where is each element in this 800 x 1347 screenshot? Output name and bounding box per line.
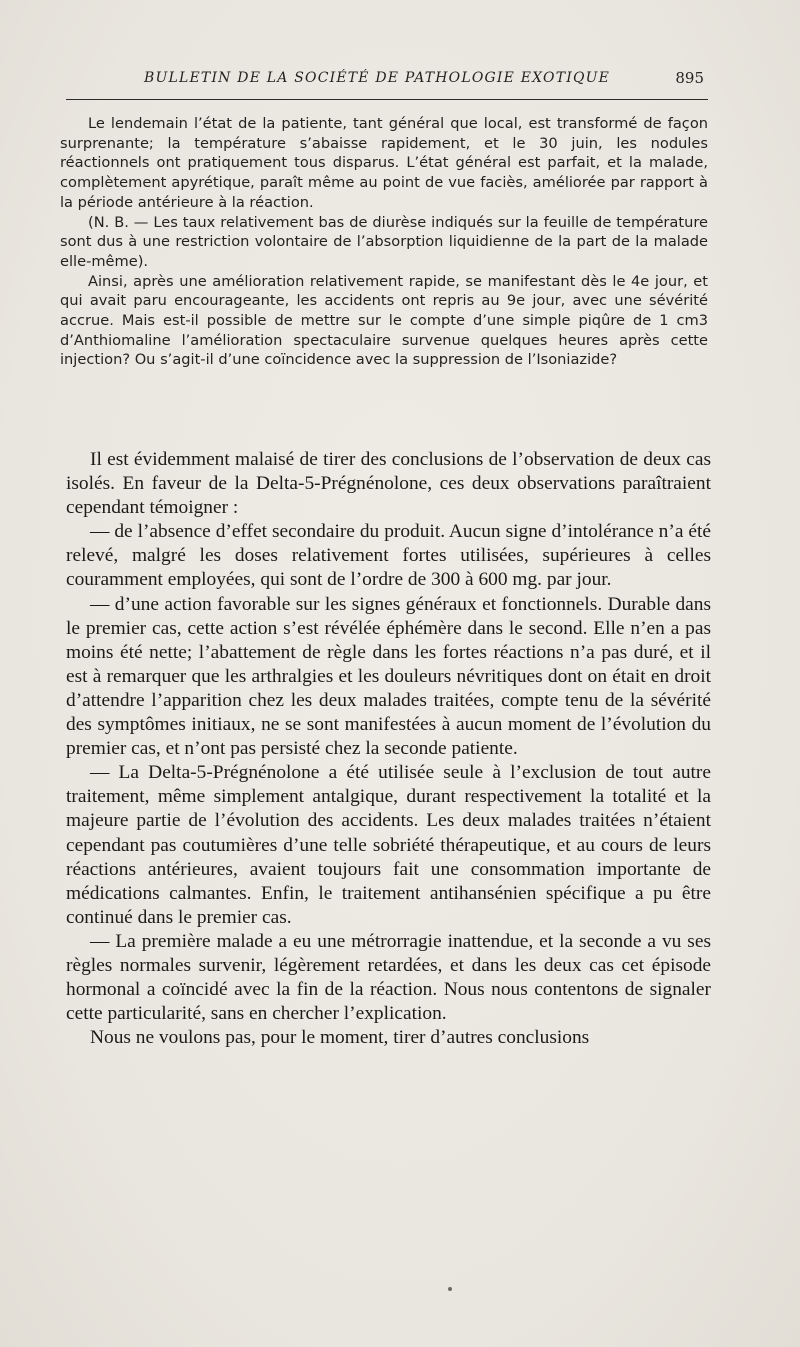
paragraph-exclusive-use: — La Delta-5-Prégnénolone a été utilisée seule à l’exclusion de tout autre traitement, même simplement antalgique, durant respectivement la totalité et la majeure partie de l’évolution des accidents. Les deux malades traitées n’étaient cependant pas coutumières d’une telle sobriété thérapeutique, et au cours de leurs réactions antérieures, avaient toujours fait une consommation importante de médications calmantes. Enfin, le traitement antihansénien spécifique a pu être continué dans le premier cas.	[66, 762, 711, 928]
paragraph-conclusions-intro: Il est évidemment malaisé de tirer des conclusions de l’observation de deux cas isolés. En faveur de la Delta-5-Prégnénolone, ces deux observations paraîtraient cependant témoigner :	[66, 449, 711, 519]
paragraph-patient-improvement: Le lendemain l’état de la patiente, tant général que local, est transformé de façon surprenante; la température s’abaisse rapidement, et le 30 juin, les nodules réactionnels ont pratiquement tous disparus. L’état général est parfait, et la malade, complètement apyrétique, paraît même au point de vue faciès, améliorée par rapport à la période antérieure à la réaction.	[60, 115, 708, 211]
paragraph-hormonal-episode: — La première malade a eu une métrorragie inattendue, et la seconde a vu ses règles normales survenir, légèrement retardées, et dans les deux cas cet épisode hormonal a coïncidé avec la fin de la réaction. Nous nous contentons de signaler cette particularité, sans en chercher l’explication.	[66, 930, 711, 1025]
paragraph-no-side-effects: — de l’absence d’effet secondaire du produit. Aucun signe d’intolérance n’a été relevé, malgré les doses relativement fortes utilisées, supérieures à celles couramment employées, qui sont de l’ordre de 300 à 600 mg. par jour.	[66, 521, 711, 591]
paragraph-final-statement: Nous ne voulons pas, pour le moment, tirer d’autres conclusions	[90, 1027, 590, 1049]
paper-speck	[448, 1287, 452, 1291]
paragraph-favorable-action: — d’une action favorable sur les signes généraux et fonctionnels. Durable dans le premier cas, cette action s’est révélée éphémère dans le second. Elle n’en a pas moins été nette; l’abattement de règle dans les fortes réactions n’a pas duré, et il est à remarquer que les arthralgies et les douleurs névritiques dont on était en droit d’attendre l’apparition chez les deux malades traitées, compte tenu de la sévérité des symptômes initiaux, ne se sont manifestées à aucun moment de l’évolution du premier cas, et n’ont pas persisté chez la seconde patiente.	[66, 593, 711, 760]
page-header	[140, 66, 710, 90]
page-number: 895	[675, 69, 704, 87]
conclusions-section	[66, 448, 711, 1050]
header-rule	[66, 99, 708, 100]
running-title: BULLETIN DE LA SOCIÉTÉ DE PATHOLOGIE EXOTIQUE	[144, 70, 611, 86]
paragraph-diuresis-note: (N. B. — Les taux relativement bas de diurèse indiqués sur la feuille de température sont dus à une restriction volontaire de l’absorption liquidienne de la part de la malade elle-même).	[60, 213, 708, 270]
case-report-small-print	[60, 114, 708, 370]
paragraph-anthiomaline-question: Ainsi, après une amélioration relativement rapide, se manifestant dès le 4e jour, et qui avait paru encourageante, les accidents ont repris au 9e jour, avec une sévérité accrue. Mais est-il possible de mettre sur le compte d’une simple piqûre de 1 cm3 d’Anthiomaline l’amélioration spectaculaire survenue quelques heures après cette injection? Ou s’agit-il d’une coïncidence avec la suppression de l’Isoniazide?	[60, 272, 708, 369]
